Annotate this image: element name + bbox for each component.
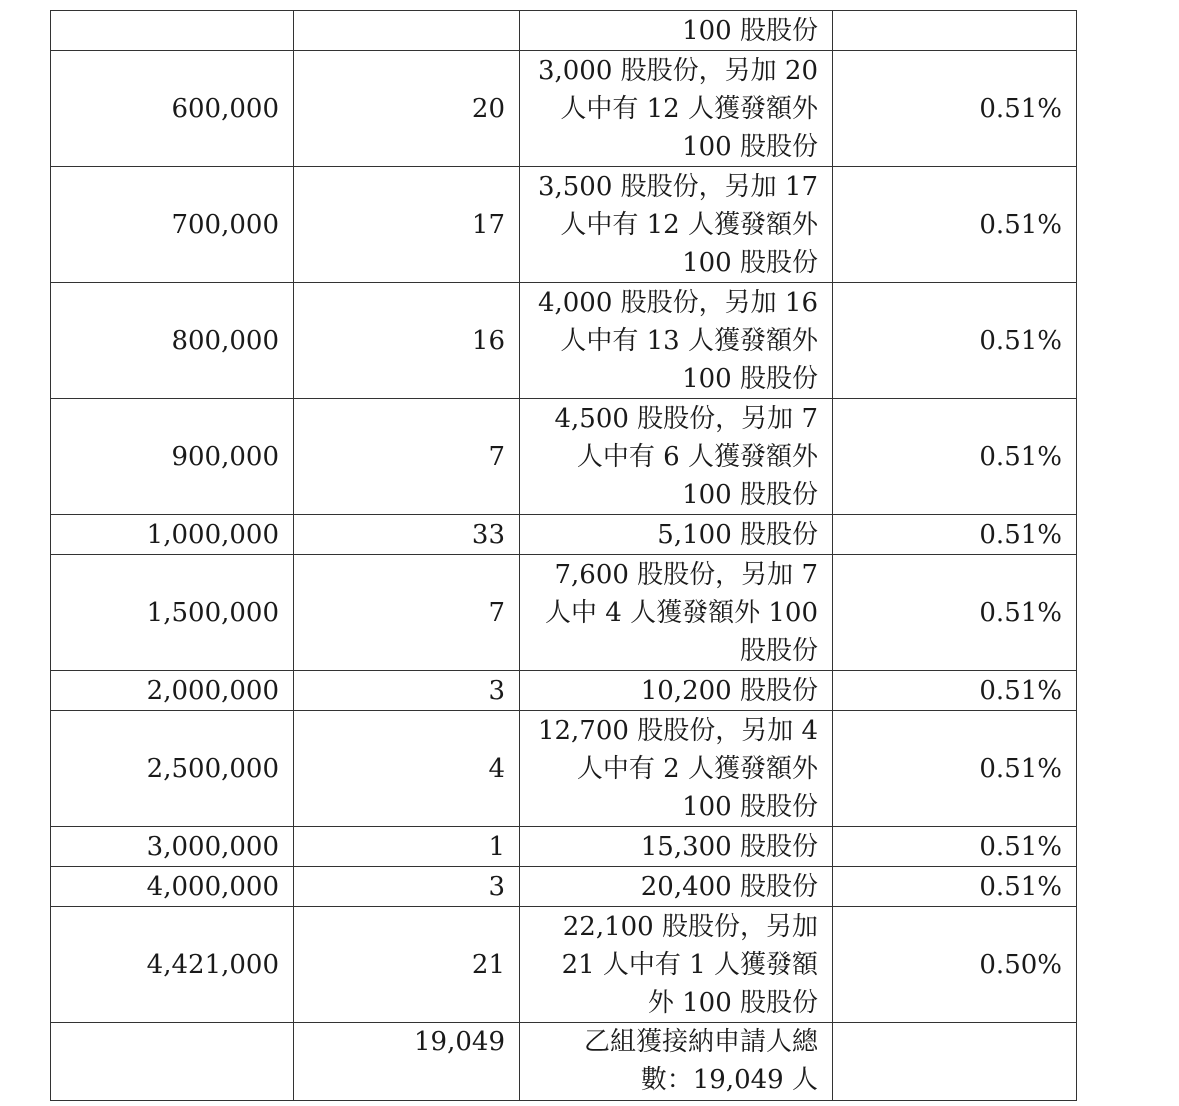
table-row xyxy=(51,51,1077,167)
table-row xyxy=(51,907,1077,1023)
valid-applications-cell: 3 xyxy=(294,671,520,711)
allocation-basis-cell: 5,100 股股份 xyxy=(520,515,833,555)
approx-percentage-cell: 0.51% xyxy=(833,283,1077,399)
valid-applications-cell: 21 xyxy=(294,907,520,1023)
approx-percentage-cell: 0.51% xyxy=(833,711,1077,827)
allocation-basis-cell: 乙組獲接納申請人總 數：19,049 人 xyxy=(520,1023,833,1101)
valid-applications-cell: 3 xyxy=(294,867,520,907)
valid-applications-cell: 7 xyxy=(294,399,520,515)
approx-percentage-cell: 0.51% xyxy=(833,555,1077,671)
approx-percentage-cell: 0.51% xyxy=(833,827,1077,867)
approx-percentage-cell: 0.51% xyxy=(833,167,1077,283)
valid-applications-cell: 7 xyxy=(294,555,520,671)
allocation-basis-cell: 12,700 股股份，另加 4 人中有 2 人獲發額外 100 股股份 xyxy=(520,711,833,827)
table-row xyxy=(51,399,1077,515)
approx-percentage-cell xyxy=(833,1023,1077,1101)
approx-percentage-cell: 0.50% xyxy=(833,907,1077,1023)
shares-applied-cell: 2,000,000 xyxy=(51,671,294,711)
shares-applied-cell: 3,000,000 xyxy=(51,827,294,867)
shares-applied-cell: 4,000,000 xyxy=(51,867,294,907)
table-row xyxy=(51,671,1077,711)
valid-applications-cell xyxy=(294,11,520,51)
valid-applications-cell: 1 xyxy=(294,827,520,867)
allocation-basis-cell: 4,500 股股份，另加 7 人中有 6 人獲發額外 100 股股份 xyxy=(520,399,833,515)
table-row xyxy=(51,167,1077,283)
approx-percentage-cell: 0.51% xyxy=(833,671,1077,711)
table-row xyxy=(51,555,1077,671)
valid-applications-cell: 19,049 xyxy=(294,1023,520,1101)
table-row xyxy=(51,867,1077,907)
shares-applied-cell: 600,000 xyxy=(51,51,294,167)
allocation-table xyxy=(50,10,1077,1101)
shares-applied-cell xyxy=(51,1023,294,1101)
allocation-basis-cell: 10,200 股股份 xyxy=(520,671,833,711)
table-row xyxy=(51,711,1077,827)
shares-applied-cell: 1,000,000 xyxy=(51,515,294,555)
valid-applications-cell: 4 xyxy=(294,711,520,827)
allocation-basis-cell: 4,000 股股份，另加 16 人中有 13 人獲發額外 100 股股份 xyxy=(520,283,833,399)
shares-applied-cell: 700,000 xyxy=(51,167,294,283)
approx-percentage-cell: 0.51% xyxy=(833,867,1077,907)
approx-percentage-cell xyxy=(833,11,1077,51)
allocation-basis-cell: 15,300 股股份 xyxy=(520,827,833,867)
approx-percentage-cell: 0.51% xyxy=(833,51,1077,167)
shares-applied-cell: 4,421,000 xyxy=(51,907,294,1023)
approx-percentage-cell: 0.51% xyxy=(833,515,1077,555)
table-row xyxy=(51,11,1077,51)
shares-applied-cell: 2,500,000 xyxy=(51,711,294,827)
shares-applied-cell: 1,500,000 xyxy=(51,555,294,671)
table-row xyxy=(51,515,1077,555)
valid-applications-cell: 17 xyxy=(294,167,520,283)
shares-applied-cell: 900,000 xyxy=(51,399,294,515)
approx-percentage-cell: 0.51% xyxy=(833,399,1077,515)
shares-applied-cell xyxy=(51,11,294,51)
table-row xyxy=(51,827,1077,867)
table-row xyxy=(51,1023,1077,1101)
allocation-basis-cell: 100 股股份 xyxy=(520,11,833,51)
valid-applications-cell: 20 xyxy=(294,51,520,167)
valid-applications-cell: 16 xyxy=(294,283,520,399)
table-row xyxy=(51,283,1077,399)
allocation-basis-cell: 7,600 股股份，另加 7 人中 4 人獲發額外 100 股股份 xyxy=(520,555,833,671)
allocation-basis-cell: 3,500 股股份，另加 17 人中有 12 人獲發額外 100 股股份 xyxy=(520,167,833,283)
shares-applied-cell: 800,000 xyxy=(51,283,294,399)
allocation-basis-cell: 22,100 股股份，另加 21 人中有 1 人獲發額 外 100 股股份 xyxy=(520,907,833,1023)
allocation-basis-cell: 3,000 股股份，另加 20 人中有 12 人獲發額外 100 股股份 xyxy=(520,51,833,167)
valid-applications-cell: 33 xyxy=(294,515,520,555)
allocation-basis-cell: 20,400 股股份 xyxy=(520,867,833,907)
